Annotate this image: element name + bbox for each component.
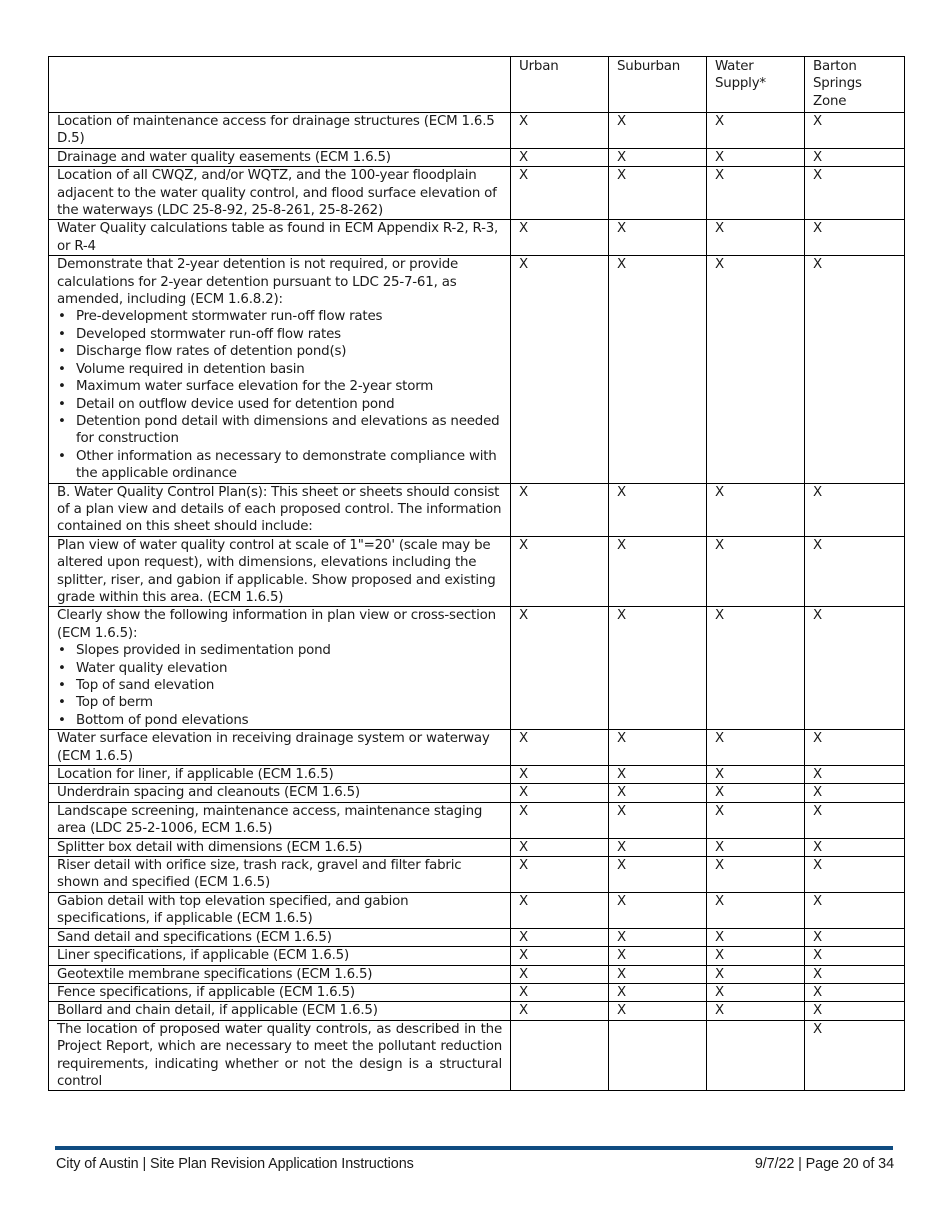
requirement-text: Riser detail with orifice size, trash rack, gravel and filter fabric shown and specified (ECM 1.6.5)	[57, 858, 462, 891]
list-item: • Top of berm	[76, 694, 502, 711]
mark-cell-suburban: X	[609, 483, 707, 536]
requirement-text: Sand detail and specifications (ECM 1.6.5)	[57, 929, 332, 945]
mark-cell-suburban: X	[609, 928, 707, 946]
requirement-cell	[49, 536, 511, 607]
mark-cell-urban: X	[511, 256, 609, 483]
header-cell-urban: Urban	[511, 57, 609, 113]
table-row	[49, 1002, 905, 1020]
list-item: • Top of sand elevation	[76, 677, 502, 694]
mark-cell-barton-springs-zone: X	[805, 730, 905, 766]
mark-cell-urban: X	[511, 928, 609, 946]
requirement-text: Fence specifications, if applicable (ECM 1.6.5)	[57, 984, 355, 1000]
table-row	[49, 892, 905, 928]
list-item: • Other information as necessary to demonstrate compliance with the applicable ordinance	[76, 448, 502, 483]
mark-cell-barton-springs-zone: X	[805, 928, 905, 946]
mark-cell-barton-springs-zone: X	[805, 965, 905, 983]
mark-cell-barton-springs-zone: X	[805, 802, 905, 838]
mark-cell-water-supply: X	[707, 113, 805, 149]
mark-cell-water-supply: X	[707, 536, 805, 607]
mark-cell-urban: X	[511, 784, 609, 802]
requirement-cell	[49, 838, 511, 856]
requirements-table	[48, 56, 905, 1091]
mark-cell-water-supply: X	[707, 148, 805, 166]
requirement-text: Location of all CWQZ, and/or WQTZ, and the 100-year floodplain adjacent to the water quality control, and flood surface elevation of the waterways (LDC 25-8-92, 25-8-261, 25-8-262)	[57, 168, 497, 219]
table-row	[49, 947, 905, 965]
requirement-cell	[49, 983, 511, 1001]
mark-cell-barton-springs-zone: X	[805, 838, 905, 856]
mark-cell-water-supply: X	[707, 256, 805, 483]
mark-cell-urban: X	[511, 220, 609, 256]
mark-cell-suburban: X	[609, 766, 707, 784]
table-row	[49, 220, 905, 256]
requirement-cell	[49, 784, 511, 802]
footer-divider	[55, 1146, 893, 1150]
table-row	[49, 607, 905, 730]
mark-cell-water-supply	[707, 1020, 805, 1091]
table-row	[49, 766, 905, 784]
header-cell-suburban: Suburban	[609, 57, 707, 113]
mark-cell-water-supply: X	[707, 167, 805, 220]
mark-cell-urban: X	[511, 148, 609, 166]
table-row	[49, 536, 905, 607]
mark-cell-suburban: X	[609, 1002, 707, 1020]
list-item: • Developed stormwater run-off flow rates	[76, 326, 502, 343]
list-item: • Volume required in detention basin	[76, 361, 502, 378]
requirement-cell	[49, 947, 511, 965]
requirement-text: Location of maintenance access for drainage structures (ECM 1.6.5 D.5)	[57, 114, 495, 147]
requirement-cell	[49, 892, 511, 928]
mark-cell-urban: X	[511, 113, 609, 149]
requirement-text: Landscape screening, maintenance access, maintenance staging area (LDC 25-2-1006, ECM 1.6.5)	[57, 803, 483, 837]
list-item: • Maximum water surface elevation for the 2-year storm	[76, 378, 502, 395]
mark-cell-suburban: X	[609, 802, 707, 838]
requirement-cell	[49, 730, 511, 766]
mark-cell-water-supply: X	[707, 928, 805, 946]
mark-cell-water-supply: X	[707, 965, 805, 983]
mark-cell-water-supply: X	[707, 983, 805, 1001]
requirement-cell	[49, 167, 511, 220]
requirement-text: Plan view of water quality control at scale of 1"=20' (scale may be altered upon request), with dimensions, elevations including the splitter, riser, and gabion if applicable. Show proposed and existing grade within this area. (ECM 1.6.5)	[57, 537, 496, 605]
requirement-text: Underdrain spacing and cleanouts (ECM 1.6.5)	[57, 785, 360, 801]
mark-cell-barton-springs-zone: X	[805, 148, 905, 166]
table-row	[49, 730, 905, 766]
requirement-cell	[49, 607, 511, 730]
requirement-cell	[49, 1020, 511, 1091]
requirement-text: Liner specifications, if applicable (ECM 1.6.5)	[57, 948, 349, 964]
table-row	[49, 483, 905, 536]
requirement-text: Demonstrate that 2-year detention is not required, or provide calculations for 2-year detention pursuant to LDC 25-7-61, as amended, including (ECM 1.6.8.2):	[57, 257, 459, 308]
mark-cell-water-supply: X	[707, 220, 805, 256]
mark-cell-urban: X	[511, 965, 609, 983]
header-cell-barton-springs-zone: Barton Springs Zone	[805, 57, 905, 113]
header-cell-blank	[49, 57, 511, 113]
table-row	[49, 148, 905, 166]
table-row	[49, 256, 905, 483]
requirement-cell	[49, 965, 511, 983]
mark-cell-water-supply: X	[707, 1002, 805, 1020]
mark-cell-suburban: X	[609, 167, 707, 220]
mark-cell-barton-springs-zone: X	[805, 220, 905, 256]
mark-cell-urban: X	[511, 766, 609, 784]
mark-cell-suburban: X	[609, 784, 707, 802]
requirement-cell	[49, 256, 511, 483]
requirement-text: Bollard and chain detail, if applicable (ECM 1.6.5)	[57, 1003, 378, 1019]
mark-cell-barton-springs-zone: X	[805, 784, 905, 802]
list-item: • Water quality elevation	[76, 660, 502, 677]
table-row	[49, 857, 905, 893]
mark-cell-urban: X	[511, 536, 609, 607]
mark-cell-barton-springs-zone: X	[805, 167, 905, 220]
mark-cell-urban: X	[511, 167, 609, 220]
requirement-text: Location for liner, if applicable (ECM 1.6.5)	[57, 767, 334, 783]
table-row	[49, 928, 905, 946]
table-header-row	[49, 57, 905, 113]
requirement-cell	[49, 220, 511, 256]
requirement-cell	[49, 113, 511, 149]
mark-cell-barton-springs-zone: X	[805, 892, 905, 928]
mark-cell-barton-springs-zone: X	[805, 536, 905, 607]
mark-cell-suburban: X	[609, 607, 707, 730]
table-row	[49, 802, 905, 838]
mark-cell-suburban: X	[609, 965, 707, 983]
requirement-cell	[49, 766, 511, 784]
requirement-text: Splitter box detail with dimensions (ECM 1.6.5)	[57, 839, 363, 855]
mark-cell-barton-springs-zone: X	[805, 1002, 905, 1020]
requirement-text: Water Quality calculations table as found in ECM Appendix R-2, R-3, or R-4	[57, 221, 499, 254]
list-item: • Detention pond detail with dimensions and elevations as needed for construction	[76, 413, 502, 448]
mark-cell-water-supply: X	[707, 607, 805, 730]
list-item: • Pre-development stormwater run-off flow rates	[76, 308, 502, 325]
mark-cell-urban: X	[511, 607, 609, 730]
mark-cell-suburban: X	[609, 892, 707, 928]
mark-cell-suburban: X	[609, 857, 707, 893]
mark-cell-barton-springs-zone: X	[805, 113, 905, 149]
mark-cell-suburban: X	[609, 730, 707, 766]
table-row	[49, 1020, 905, 1091]
mark-cell-barton-springs-zone: X	[805, 766, 905, 784]
requirement-text: Clearly show the following information in plan view or cross-section (ECM 1.6.5):	[57, 608, 496, 641]
mark-cell-suburban: X	[609, 838, 707, 856]
table-row	[49, 838, 905, 856]
requirement-text: Drainage and water quality easements (ECM 1.6.5)	[57, 149, 391, 165]
mark-cell-suburban: X	[609, 536, 707, 607]
mark-cell-water-supply: X	[707, 838, 805, 856]
table-row	[49, 113, 905, 149]
requirement-cell	[49, 857, 511, 893]
list-item: • Slopes provided in sedimentation pond	[76, 642, 502, 659]
requirement-text: Geotextile membrane specifications (ECM 1.6.5)	[57, 966, 373, 982]
mark-cell-suburban: X	[609, 148, 707, 166]
mark-cell-suburban: X	[609, 947, 707, 965]
footer-left-text: City of Austin | Site Plan Revision Application Instructions	[56, 1156, 414, 1172]
table-row	[49, 965, 905, 983]
mark-cell-suburban: X	[609, 113, 707, 149]
list-item: • Detail on outflow device used for detention pond	[76, 396, 502, 413]
mark-cell-barton-springs-zone: X	[805, 983, 905, 1001]
list-item: • Bottom of pond elevations	[76, 712, 502, 729]
mark-cell-barton-springs-zone: X	[805, 857, 905, 893]
mark-cell-urban: X	[511, 838, 609, 856]
mark-cell-barton-springs-zone: X	[805, 483, 905, 536]
mark-cell-urban: X	[511, 892, 609, 928]
table-row	[49, 784, 905, 802]
table-row	[49, 167, 905, 220]
requirement-text: Water surface elevation in receiving drainage system or waterway (ECM 1.6.5)	[57, 731, 490, 764]
mark-cell-water-supply: X	[707, 730, 805, 766]
list-item: • Discharge flow rates of detention pond(s)	[76, 343, 502, 360]
header-cell-water-supply: Water Supply*	[707, 57, 805, 113]
requirement-cell	[49, 802, 511, 838]
mark-cell-water-supply: X	[707, 892, 805, 928]
requirement-bullet-list	[57, 308, 502, 482]
mark-cell-suburban: X	[609, 220, 707, 256]
mark-cell-urban: X	[511, 857, 609, 893]
mark-cell-barton-springs-zone: X	[805, 947, 905, 965]
requirement-text: B. Water Quality Control Plan(s): This sheet or sheets should consist of a plan view and details of each proposed control. The information contained on this sheet should include:	[57, 484, 502, 535]
mark-cell-barton-springs-zone: X	[805, 607, 905, 730]
mark-cell-suburban: X	[609, 256, 707, 483]
mark-cell-barton-springs-zone: X	[805, 256, 905, 483]
mark-cell-urban: X	[511, 483, 609, 536]
mark-cell-urban: X	[511, 947, 609, 965]
requirement-cell	[49, 928, 511, 946]
mark-cell-water-supply: X	[707, 802, 805, 838]
table-row	[49, 983, 905, 1001]
mark-cell-urban: X	[511, 730, 609, 766]
requirement-cell	[49, 483, 511, 536]
mark-cell-water-supply: X	[707, 483, 805, 536]
requirement-text: The location of proposed water quality controls, as described in the Project Report, which are necessary to meet the pollutant reduction requirements, indicating whether or not the design is a structural control	[57, 1021, 502, 1089]
mark-cell-urban: X	[511, 802, 609, 838]
mark-cell-urban: X	[511, 983, 609, 1001]
mark-cell-suburban: X	[609, 983, 707, 1001]
requirement-cell	[49, 1002, 511, 1020]
mark-cell-barton-springs-zone: X	[805, 1020, 905, 1091]
mark-cell-urban	[511, 1020, 609, 1091]
requirement-cell	[49, 148, 511, 166]
mark-cell-water-supply: X	[707, 947, 805, 965]
mark-cell-suburban	[609, 1020, 707, 1091]
footer-page-info: 9/7/22 | Page 20 of 34	[754, 1156, 894, 1172]
mark-cell-water-supply: X	[707, 766, 805, 784]
requirement-bullet-list	[57, 642, 502, 729]
mark-cell-water-supply: X	[707, 784, 805, 802]
mark-cell-urban: X	[511, 1002, 609, 1020]
requirement-text: Gabion detail with top elevation specified, and gabion specifications, if applicable (ECM 1.6.5)	[57, 893, 409, 927]
mark-cell-water-supply: X	[707, 857, 805, 893]
